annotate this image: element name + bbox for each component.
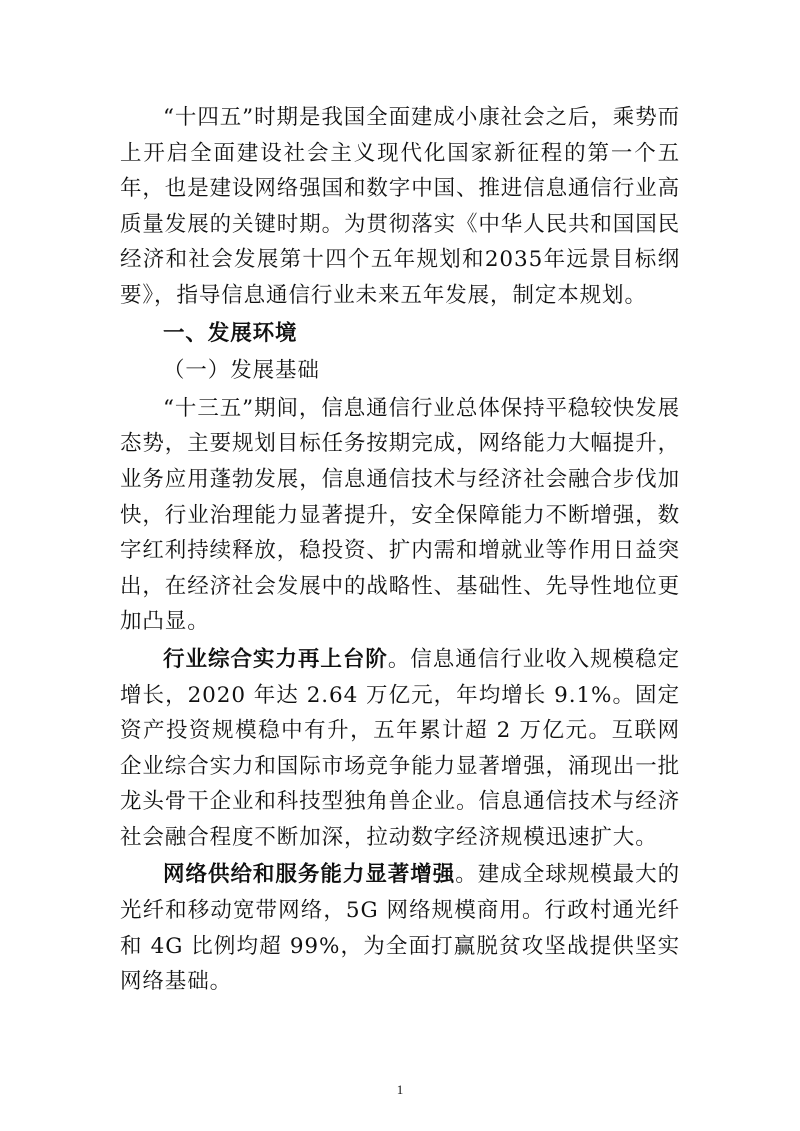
network-supply-text: 。建成全球规模最大的光纤和移动宽带网络，5G 网络规模商用。行政村通光纤和 4G 比例均超 99%，为全面打赢脱贫攻坚战提供坚实网络基础。 — [120, 862, 680, 995]
section-heading-text: 一、发展环境 — [163, 320, 298, 346]
subsection-heading-text: （一）发展基础 — [163, 358, 320, 384]
industry-strength-paragraph — [120, 642, 680, 856]
foundation-paragraph — [120, 391, 680, 640]
industry-strength-text: 。信息通信行业收入规模稳定增长，2020 年达 2.64 万亿元，年均增长 9.1%。固定资产投资规模稳中有升，五年累计超 2 万亿元。互联网企业综合实力和国际市场竞争能力显著增强，涌现出一批龙头骨干企业和科技型独角兽企业。信息通信技术与经济社会融合程度不断加深，拉动数字经济规模迅速扩大。 — [120, 646, 681, 850]
page-number: 1 — [396, 1082, 404, 1097]
foundation-paragraph-text: “十三五”期间，信息通信行业总体保持平稳较快发展态势，主要规划目标任务按期完成，网络能力大幅提升，业务应用蓬勃发展，信息通信技术与经济社会融合步伐加快，行业治理能力显著提升，安全保障能力不断增强，数字红利持续释放，稳投资、扩内需和增就业等作用日益突出，在经济社会发展中的战略性、基础性、先导性地位更加凸显。 — [120, 395, 681, 635]
industry-strength-lead: 行业综合实力再上台阶 — [163, 646, 388, 672]
document-body — [120, 98, 680, 1000]
network-supply-lead: 网络供给和服务能力显著增强 — [163, 862, 456, 888]
intro-paragraph — [120, 100, 680, 314]
network-supply-paragraph — [120, 857, 680, 999]
intro-paragraph-text: “十四五”时期是我国全面建成小康社会之后，乘势而上开启全面建设社会主义现代化国家新征程的第一个五年，也是建设网络强国和数字中国、推进信息通信行业高质量发展的关键时期。为贯彻落实《中华人民共和国国民经济和社会发展第十四个五年规划和2035年远景目标纲要》，指导信息通信行业未来五年发展，制定本规划。 — [120, 105, 681, 308]
subsection-heading — [120, 353, 680, 389]
section-heading — [120, 316, 680, 352]
